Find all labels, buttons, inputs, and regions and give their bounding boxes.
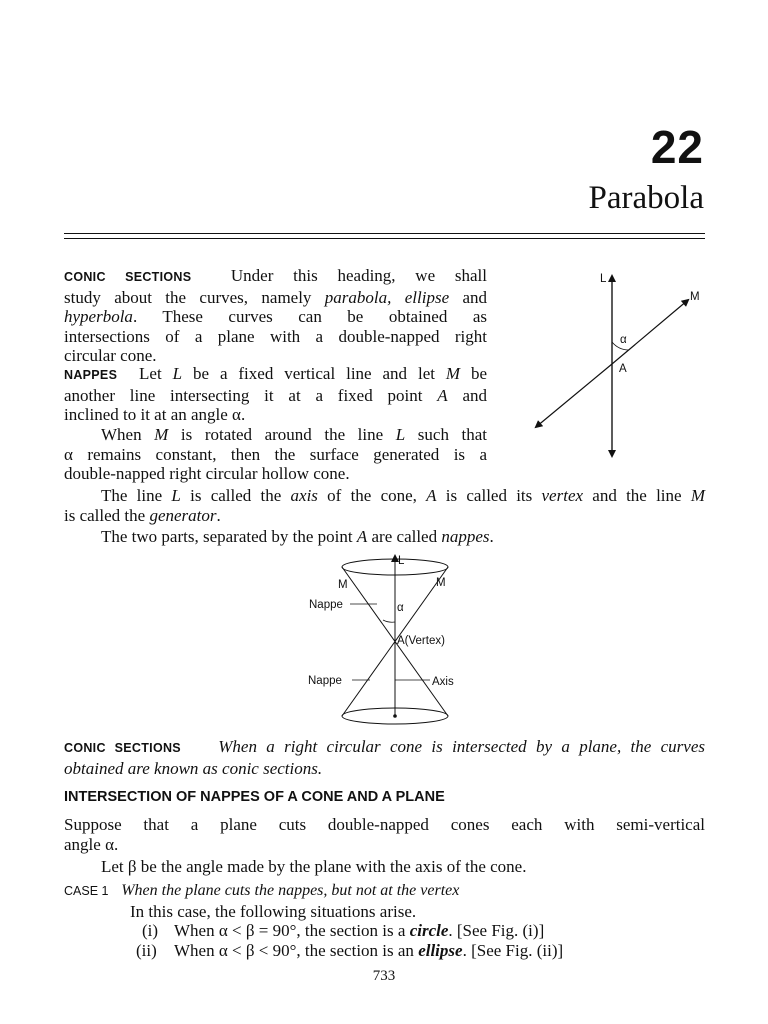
section-heading: INTERSECTION OF NAPPES OF A CONE AND A PLANE: [64, 789, 445, 805]
text: and: [449, 287, 488, 307]
text: be a fixed vertical line and let: [182, 364, 446, 383]
generator-line-m-lower: [536, 364, 612, 427]
conic-sections-heading: CONIC SECTIONS: [64, 270, 192, 284]
text-italic: generator: [149, 505, 217, 525]
text-italic: L: [395, 425, 406, 444]
page-number: 733: [372, 968, 396, 984]
text: is called the: [64, 505, 150, 525]
text-italic: When a right circular cone is intersected by a plane, the curves: [218, 737, 706, 756]
text-italic: M: [154, 425, 169, 444]
header-rule-bottom: [64, 238, 705, 239]
text: In this case, the following situations arise.: [130, 902, 417, 921]
text: . [See Fig. (i)]: [448, 921, 545, 940]
text: is called the: [180, 486, 291, 505]
text: . [See Fig. (ii)]: [462, 941, 564, 960]
axis-end-dot: [393, 714, 397, 718]
text: such that: [405, 425, 488, 444]
list-item: [136, 941, 563, 961]
text: and: [447, 385, 487, 405]
case-text: When the plane cuts the nappes, but not at the vertex: [121, 882, 460, 899]
text: angle α.: [64, 834, 119, 854]
text-italic: M: [690, 486, 705, 505]
text-bold-italic: ellipse: [418, 941, 463, 960]
text-italic: A: [356, 527, 368, 546]
item-number: (i): [142, 921, 159, 940]
double-napped-cone-figure: [300, 550, 470, 730]
text: circular cone.: [64, 346, 157, 366]
text-italic: hyperbola: [64, 307, 133, 327]
chapter-title: Parabola: [588, 180, 704, 216]
text: another line intersecting it at a fixed point: [64, 385, 438, 405]
text: intersections of a plane with a double-napped right: [64, 326, 487, 346]
text: is called its: [436, 486, 542, 505]
text-italic: A: [426, 486, 437, 505]
label-vertex: A(Vertex): [397, 635, 445, 647]
header-rule-top: [64, 233, 705, 234]
case-label: CASE 1: [64, 884, 109, 898]
beta-paragraph: [64, 857, 705, 877]
text: The two parts, separated by the point: [101, 527, 357, 546]
list-item: [142, 921, 544, 941]
text: .: [489, 527, 494, 546]
label-axis: Axis: [432, 676, 454, 688]
label-m: M: [690, 291, 700, 303]
text-italic: parabola, ellipse: [324, 287, 450, 307]
nappes-paragraph: [64, 364, 487, 425]
text-italic: vertex: [541, 486, 584, 505]
line-intersection-figure: [520, 262, 730, 467]
text: Let: [139, 364, 173, 383]
text-italic: L: [172, 364, 183, 383]
item-number: (ii): [136, 941, 157, 960]
text-italic: M: [445, 364, 461, 383]
rotation-paragraph: [64, 425, 487, 484]
text: Suppose that a plane cuts double-napped cones each with semi-vertical: [64, 815, 705, 834]
text: . These curves can be obtained as: [132, 307, 487, 327]
text-italic: L: [171, 486, 181, 505]
text-bold-italic: circle: [409, 921, 449, 940]
label-nappe-top: Nappe: [309, 599, 343, 611]
suppose-paragraph: [64, 815, 705, 854]
generator-line-m-upper: [612, 300, 688, 364]
situations-paragraph: [130, 902, 416, 922]
text: are called: [367, 527, 442, 546]
text-italic: axis: [290, 486, 318, 505]
text: and the line: [583, 486, 691, 505]
cone-angle-arc: [383, 620, 395, 622]
text: Let β be the angle made by the plane with the axis of the cone.: [101, 857, 527, 876]
text: of the cone,: [317, 486, 427, 505]
label-m-right: M: [436, 577, 446, 589]
text: When α < β < 90°, the section is an: [174, 941, 419, 960]
label-l: L: [398, 555, 405, 567]
label-l: L: [600, 273, 607, 285]
text: α remains constant, then the surface generated is a: [64, 444, 487, 464]
text: When α < β = 90°, the section is a: [174, 921, 410, 940]
label-alpha: α: [620, 334, 627, 346]
text: inclined to it at an angle α.: [64, 405, 246, 425]
text-italic: obtained are known as conic sections.: [64, 758, 323, 778]
text: The line: [101, 486, 172, 505]
chapter-number: 22: [650, 121, 704, 173]
text: study about the curves, namely: [64, 287, 325, 307]
text: Under this heading, we shall: [230, 266, 487, 285]
axis-paragraph: [64, 486, 705, 525]
text: is rotated around the line: [168, 425, 396, 444]
text: When: [101, 425, 155, 444]
text: be: [460, 364, 488, 383]
text-italic: nappes: [441, 527, 490, 546]
label-a: A: [619, 363, 627, 375]
conic-sections-heading-2: CONIC SECTIONS: [64, 741, 181, 755]
text: double-napped right circular hollow cone.: [64, 464, 350, 484]
nappes-definition-paragraph: [64, 527, 705, 547]
label-m-left: M: [338, 579, 348, 591]
case-1: [64, 880, 705, 902]
text-italic: A: [437, 385, 448, 405]
text: .: [216, 505, 221, 525]
conic-sections-paragraph: [64, 266, 487, 366]
conic-sections-definition: [64, 737, 705, 778]
nappes-heading: NAPPES: [64, 368, 118, 382]
label-alpha: α: [397, 602, 404, 614]
label-nappe-bottom: Nappe: [308, 675, 342, 687]
